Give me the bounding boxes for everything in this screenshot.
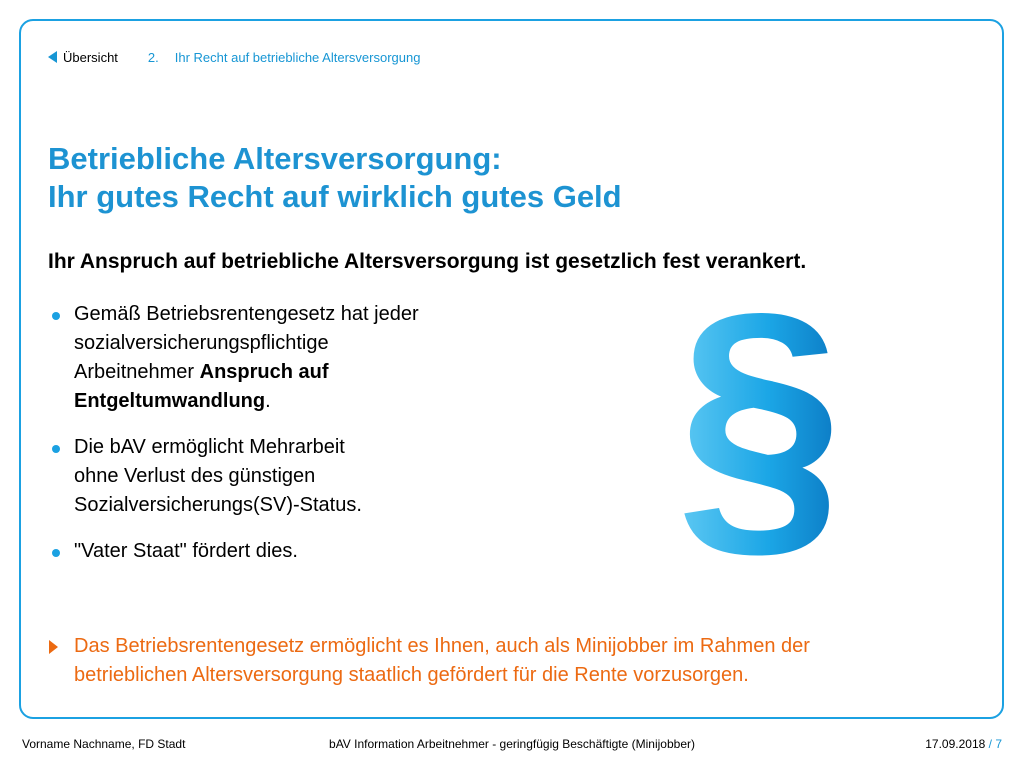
footer-date: 17.09.2018 bbox=[925, 737, 986, 751]
bullet-item-1 bbox=[48, 300, 518, 416]
section-title: Ihr Recht auf betriebliche Altersversorgung bbox=[174, 49, 421, 65]
bullet-2-line1: Die bAV ermöglicht Mehrarbeit bbox=[74, 436, 345, 458]
bullet-1-line3: Arbeitnehmer bbox=[74, 361, 200, 383]
page-title-line2: Ihr gutes Recht auf wirklich gutes Geld bbox=[48, 179, 622, 214]
overview-link[interactable] bbox=[48, 50, 118, 65]
paragraph-sign-icon bbox=[670, 290, 850, 570]
bullet-item-3 bbox=[48, 537, 518, 566]
section-number: 2. bbox=[147, 49, 159, 65]
note-line1: Das Betriebsrentengesetz ermöglicht es Ihnen, auch als Minijobber im Rahmen der bbox=[74, 635, 810, 657]
bullet-1-line3-bold: Anspruch auf bbox=[199, 361, 329, 383]
triangle-right-icon bbox=[49, 640, 58, 654]
bullet-1-line4: . bbox=[265, 390, 271, 412]
bullet-1-line1: Gemäß Betriebsrentengesetz hat jeder bbox=[74, 303, 419, 325]
bullet-list bbox=[48, 300, 518, 583]
footer-date-page bbox=[925, 737, 1002, 751]
bullet-dot-icon bbox=[52, 312, 60, 320]
svg-text:§: § bbox=[676, 290, 844, 570]
bullet-3-text: "Vater Staat" fördert dies. bbox=[74, 540, 298, 562]
bullet-dot-icon bbox=[52, 549, 60, 557]
bullet-dot-icon bbox=[52, 445, 60, 453]
note-line2: betrieblichen Altersversorgung staatlich gefördert für die Rente vorzusorgen. bbox=[74, 664, 749, 686]
bullet-item-2 bbox=[48, 433, 518, 520]
footer-author: Vorname Nachname, FD Stadt bbox=[22, 737, 186, 751]
footer-separator: / bbox=[985, 737, 996, 751]
page-title-line1: Betriebliche Altersversorgung: bbox=[48, 141, 502, 176]
footer-document: bAV Information Arbeitnehmer - geringfügig Beschäftigte (Minijobber) bbox=[329, 737, 695, 751]
breadcrumb bbox=[48, 48, 420, 66]
bullet-2-line3: Sozialversicherungs(SV)-Status. bbox=[74, 494, 362, 516]
triangle-left-icon bbox=[48, 51, 57, 63]
bullet-1-line2: sozialversicherungspflichtige bbox=[74, 332, 329, 354]
footer-page-number: 7 bbox=[995, 737, 1002, 751]
bullet-1-line4-bold: Entgeltumwandlung bbox=[74, 390, 266, 412]
page-subtitle: Ihr Anspruch auf betriebliche Altersversorgung ist gesetzlich fest verankert. bbox=[48, 250, 807, 273]
overview-link-label: Übersicht bbox=[63, 49, 118, 65]
note-box bbox=[48, 632, 978, 690]
page-title bbox=[48, 140, 622, 216]
bullet-2-line2: ohne Verlust des günstigen bbox=[74, 465, 316, 487]
